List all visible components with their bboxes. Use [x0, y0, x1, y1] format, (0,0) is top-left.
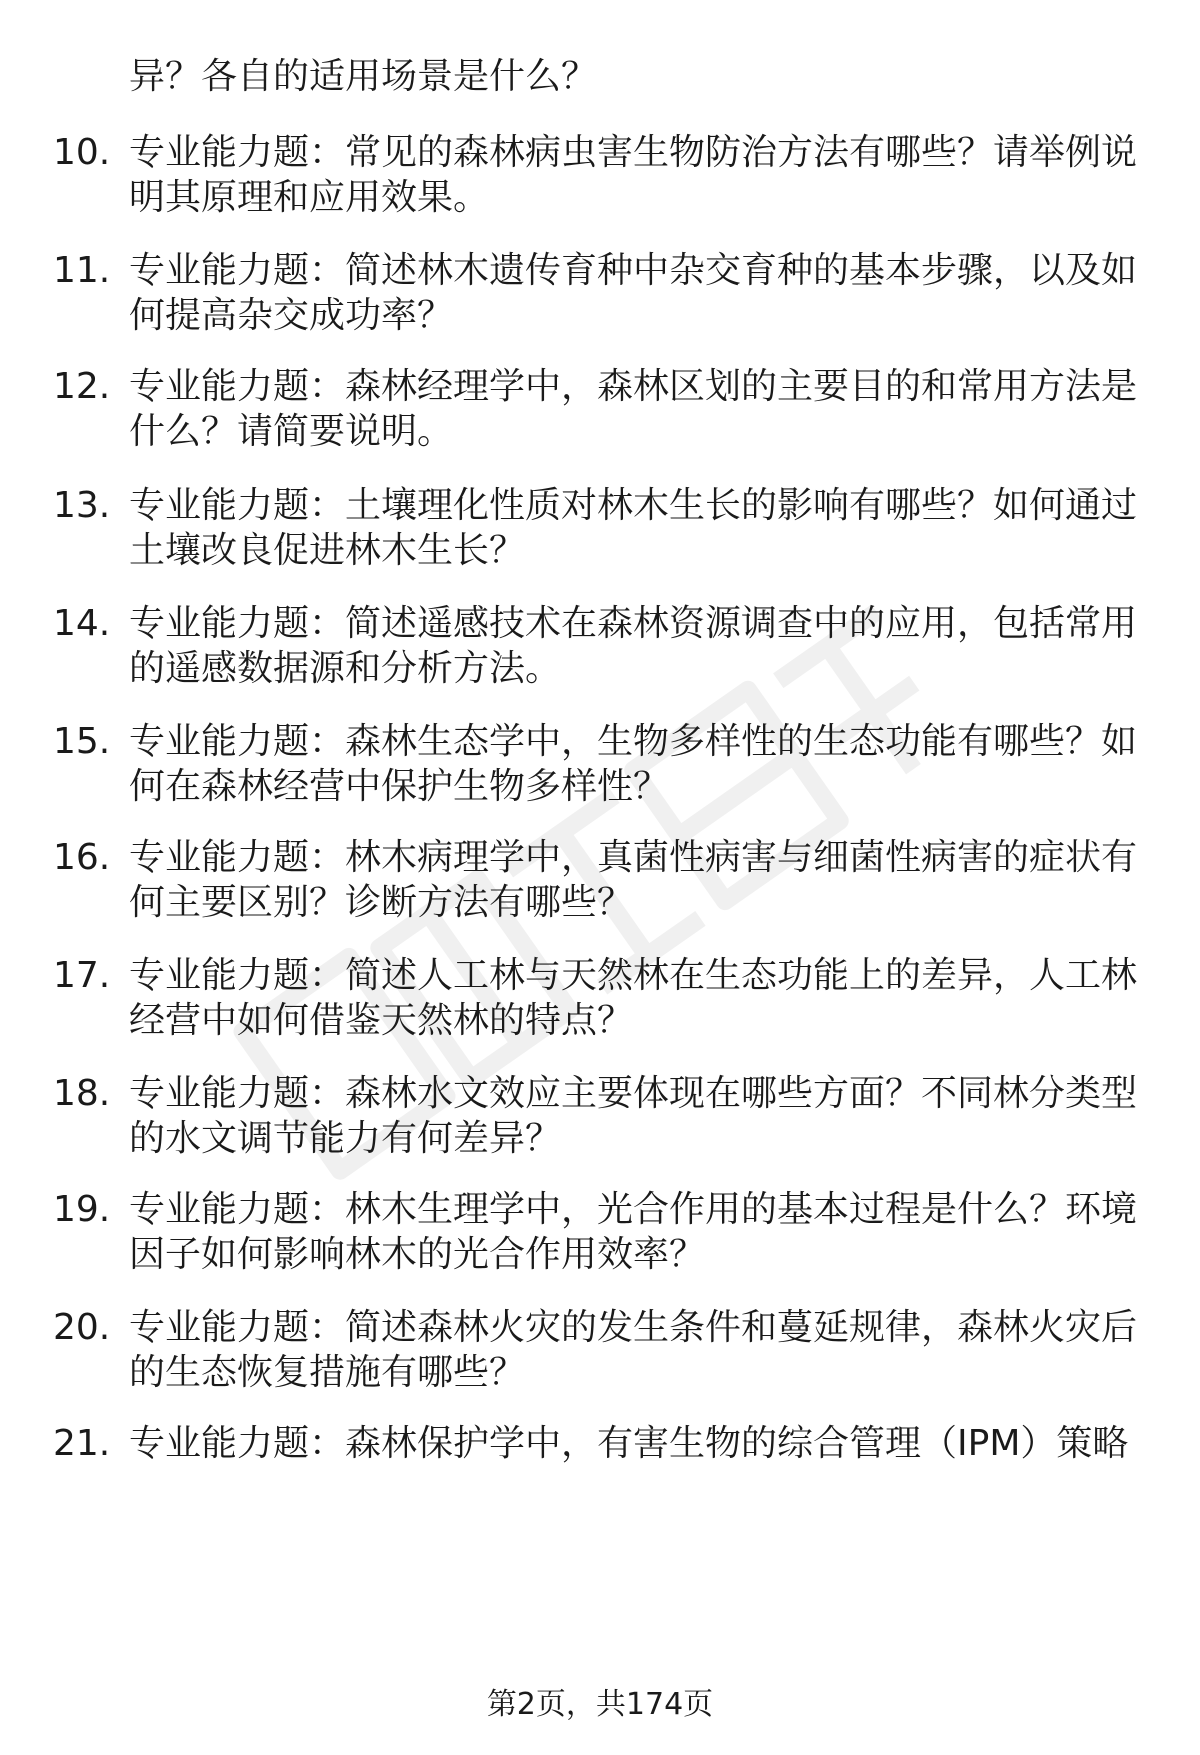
question-line	[0, 757, 1200, 817]
question-line	[0, 991, 1200, 1051]
question-text: 的水文调节能力有何差异？	[129, 1118, 562, 1159]
question-line	[0, 1225, 1200, 1285]
question-number: 18.	[53, 1073, 111, 1114]
question-text: 何主要区别？诊断方法有哪些？	[129, 882, 634, 923]
question-text: 的生态恢复措施有哪些？	[129, 1352, 526, 1393]
question-text: 专业能力题：森林生态学中，生物多样性的生态功能有哪些？如	[129, 721, 1138, 762]
question-text: 专业能力题：简述林木遗传育种中杂交育种的基本步骤，以及如	[129, 250, 1138, 291]
question-number: 17.	[53, 955, 111, 996]
question-line	[0, 402, 1200, 462]
question-number: 12.	[53, 366, 111, 407]
question-text: 专业能力题：简述人工林与天然林在生态功能上的差异，人工林	[129, 955, 1138, 996]
question-line	[0, 168, 1200, 228]
question-text: 什么？请简要说明。	[129, 411, 454, 452]
page-number-footer: 第2页，共174页	[486, 1687, 714, 1722]
question-number: 10.	[53, 132, 111, 173]
question-text: 专业能力题：林木病理学中，真菌性病害与细菌性病害的症状有	[129, 837, 1138, 878]
question-text: 何在森林经营中保护生物多样性？	[129, 766, 670, 807]
question-number: 14.	[53, 603, 111, 644]
question-text: 何提高杂交成功率？	[129, 295, 454, 336]
question-text: 明其原理和应用效果。	[129, 177, 490, 218]
question-text: 专业能力题：常见的森林病虫害生物防治方法有哪些？请举例说	[129, 132, 1138, 173]
question-number: 11.	[53, 250, 111, 291]
question-number: 21.	[53, 1423, 111, 1464]
question-text: 专业能力题：林木生理学中，光合作用的基本过程是什么？环境	[129, 1189, 1138, 1230]
question-line	[0, 1109, 1200, 1169]
question-line	[0, 47, 1200, 107]
question-text: 专业能力题：简述遥感技术在森林资源调查中的应用，包括常用	[129, 603, 1138, 644]
question-number: 20.	[53, 1307, 111, 1348]
question-text: 因子如何影响林木的光合作用效率？	[129, 1234, 706, 1275]
question-number: 16.	[53, 837, 111, 878]
question-line	[0, 873, 1200, 933]
question-text: 专业能力题：森林水文效应主要体现在哪些方面？不同林分类型	[129, 1073, 1138, 1114]
question-line	[0, 286, 1200, 346]
question-text: 的遥感数据源和分析方法。	[129, 648, 562, 689]
question-line	[0, 1414, 1200, 1474]
question-text: 专业能力题：森林经理学中，森林区划的主要目的和常用方法是	[129, 366, 1138, 407]
question-text: 异？各自的适用场景是什么？	[129, 56, 598, 97]
question-text: 经营中如何借鉴天然林的特点？	[129, 1000, 634, 1041]
question-number: 13.	[53, 485, 111, 526]
question-number: 15.	[53, 721, 111, 762]
question-text: 专业能力题：简述森林火灾的发生条件和蔓延规律，森林火灾后	[129, 1307, 1138, 1348]
question-text: 土壤改良促进林木生长？	[129, 530, 526, 571]
question-text: 专业能力题：森林保护学中，有害生物的综合管理（IPM）策略	[129, 1423, 1129, 1464]
question-line	[0, 1343, 1200, 1403]
question-line	[0, 521, 1200, 581]
question-number: 19.	[53, 1189, 111, 1230]
question-text: 专业能力题：土壤理化性质对林木生长的影响有哪些？如何通过	[129, 485, 1138, 526]
question-line	[0, 639, 1200, 699]
